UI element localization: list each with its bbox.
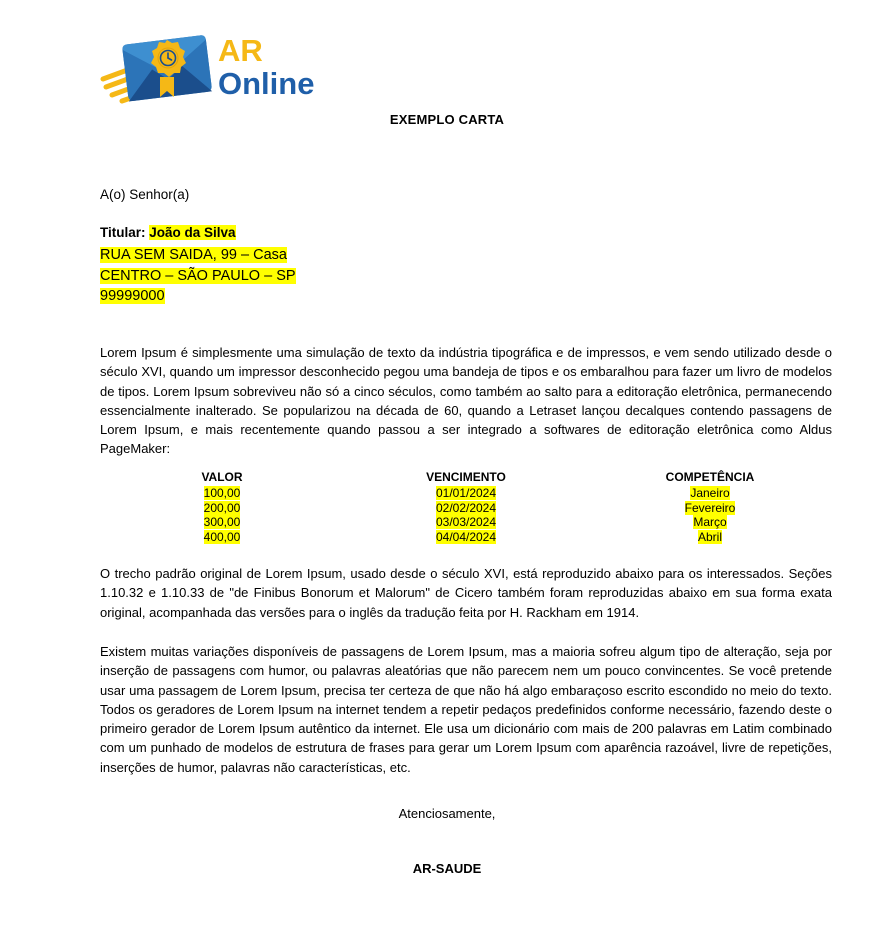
page-title: EXEMPLO CARTA (389, 112, 505, 127)
table-header-row (100, 470, 832, 486)
body-paragraph-3: Existem muitas variações disponíveis de passagens de Lorem Ipsum, mas a maioria sofreu algum tipo de alteração, seja por inserção de passagens com humor, ou palavras aleatórias que não parecem nem um pouco convincentes. Se você pretende usar uma passagem de Lorem Ipsum, precisa ter certeza de que não há algo embaraçoso escrito escondido no meio do texto. Todos os geradores de Lorem Ipsum na internet tendem a repetir pedaços predefinidos conforme necessário, fazendo deste o primeiro gerador de Lorem Ipsum autêntico da internet. Ele usa um dicionário com mais de 200 palavras em Latim combinado com um punhado de modelos de estrutura de frases para gerar um Lorem Ipsum com aparência razoável, livre de repetições, inserções de humor, palavras não características, etc. (100, 644, 832, 775)
cell-competencia: Março (693, 515, 727, 529)
address-line: RUA SEM SAIDA, 99 – Casa (100, 247, 287, 263)
titular-line (100, 226, 236, 240)
cell-vencimento: 01/01/2024 (435, 486, 497, 500)
cell-valor: 300,00 (203, 515, 241, 529)
envelope-with-seal-icon (100, 28, 330, 104)
cell-valor: 100,00 (203, 486, 241, 500)
cell-vencimento: 02/02/2024 (435, 500, 497, 515)
table-row (100, 486, 832, 501)
cell-competencia: Fevereiro (684, 500, 736, 515)
cell-valor: 200,00 (203, 500, 241, 515)
column-header-competencia: COMPETÊNCIA (665, 470, 755, 484)
table-row (100, 501, 832, 516)
cell-valor: 400,00 (203, 529, 241, 544)
ar-online-logo (100, 28, 330, 104)
logo-text-online: Online (218, 66, 315, 101)
address-line: CENTRO – SÃO PAULO – SP (100, 267, 296, 284)
cell-vencimento: 04/04/2024 (435, 529, 497, 544)
column-header-vencimento: VENCIMENTO (426, 470, 506, 484)
address-line: 99999000 (100, 288, 165, 304)
address-block (100, 245, 296, 307)
cell-competencia: Abril (697, 529, 722, 544)
titular-label: Titular: (100, 225, 146, 240)
addressee-label: A(o) Senhor(a) (100, 187, 190, 202)
cell-competencia: Janeiro (690, 486, 730, 500)
logo-text-ar: AR (218, 33, 263, 68)
body-paragraph-1: Lorem Ipsum é simplesmente uma simulação de texto da indústria tipográfica e de impressos, e vem sendo utilizado desde o século XVI, quando um impressor desconhecido pegou uma bandeja de tipos e os embaralhou para fazer um livro de modelos de tipos. Lorem Ipsum sobreviveu não só a cinco séculos, como também ao salto para a editoração eletrônica, permanecendo essencialmente inalterado. Se popularizou na década de 60, quando a Letraset lançou decalques contendo passagens de Lorem Ipsum, e mais recentemente quando passou a ser integrado a softwares de editoração eletrônica como Aldus PageMaker: (100, 345, 832, 457)
table-row (100, 515, 832, 530)
titular-name: João da Silva (149, 225, 236, 240)
installments-table (100, 470, 832, 544)
body-paragraph-2: O trecho padrão original de Lorem Ipsum, usado desde o século XVI, está reproduzido abaixo para os interessados. Seções 1.10.32 e 1.10.33 de "de Finibus Bonorum et Malorum" de Cicero também foram reproduzidas abaixo em sua forma exata original, acompanhada das versões para o inglês da tradução feita por H. Rackham em 1914. (100, 566, 832, 620)
cell-vencimento: 03/03/2024 (435, 515, 497, 529)
column-header-valor: VALOR (201, 470, 243, 484)
company-signature: AR-SAUDE (412, 861, 482, 876)
table-row (100, 530, 832, 545)
closing-text: Atenciosamente, (398, 806, 496, 821)
